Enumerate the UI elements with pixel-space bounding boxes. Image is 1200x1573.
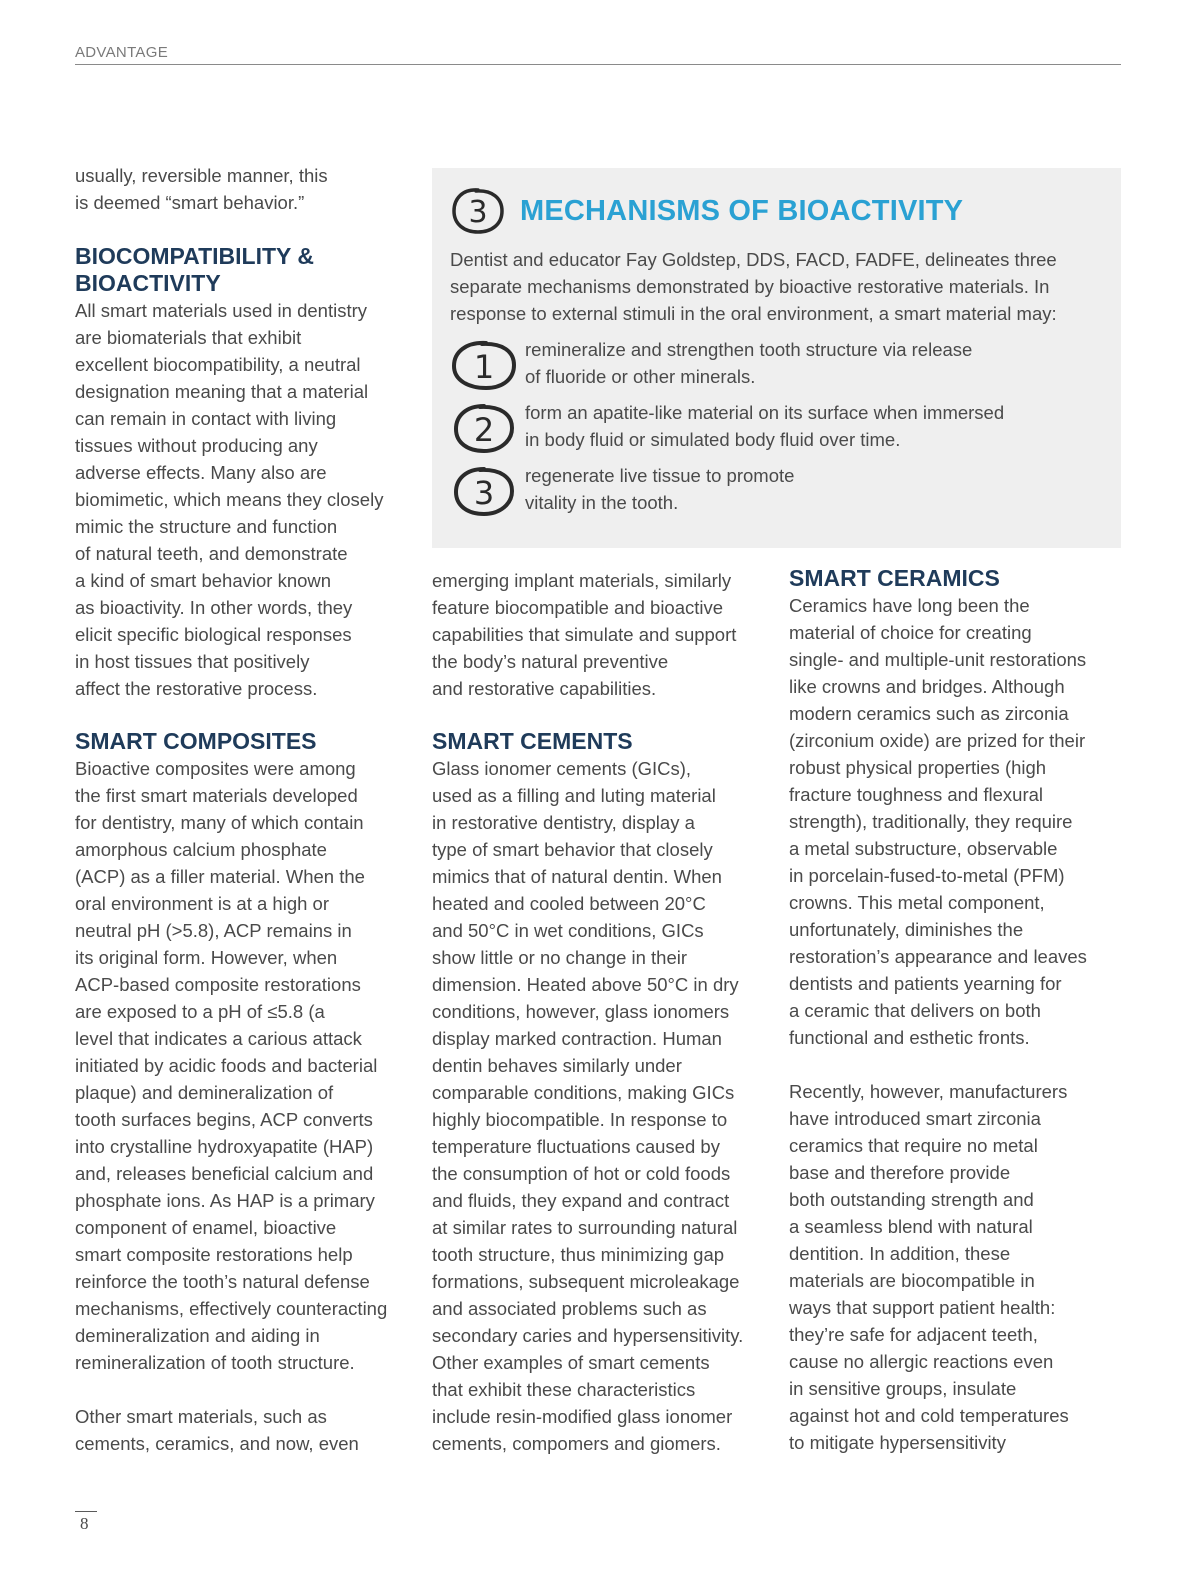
implant-continuation-paragraph — [432, 567, 767, 702]
mechanism-item-3 — [450, 462, 1045, 518]
recent-zirconia-paragraph — [789, 1078, 1124, 1456]
text-line: formations, subsequent microleakage — [432, 1271, 740, 1292]
text-line: excellent biocompatibility, a neutral — [75, 354, 361, 375]
text-line: restoration’s appearance and leaves — [789, 946, 1087, 967]
text-line: include resin-modified glass ionomer — [432, 1406, 733, 1427]
text-line: they’re safe for adjacent teeth, — [789, 1324, 1038, 1345]
text-line: into crystalline hydroxyapatite (HAP) — [75, 1136, 374, 1157]
mechanism-item-1 — [450, 336, 1045, 392]
text-line: dimension. Heated above 50°C in dry — [432, 974, 739, 995]
text-line: that exhibit these characteristics — [432, 1379, 696, 1400]
heading-smart-composites: SMART COMPOSITES — [75, 728, 317, 754]
text-line: in restorative dentistry, display a — [432, 812, 695, 833]
text-line: mechanisms, effectively counteracting — [75, 1298, 388, 1319]
page-number: 8 — [80, 1514, 89, 1533]
text-line: the consumption of hot or cold foods — [432, 1163, 731, 1184]
text-line: remineralization of tooth structure. — [75, 1352, 355, 1373]
mechanism-text — [525, 462, 1045, 516]
text-line: (zirconium oxide) are prized for their — [789, 730, 1086, 751]
text-line: and associated problems such as — [432, 1298, 707, 1319]
text-line: response to external stimuli in the oral environment, a smart material may: — [450, 303, 1057, 324]
circled-number-text: 3 — [468, 195, 488, 230]
header-rule — [75, 64, 1121, 65]
text-line: of fluoride or other minerals. — [525, 366, 756, 387]
text-line: conditions, however, glass ionomers — [432, 1001, 730, 1022]
text-line: dentition. In addition, these — [789, 1243, 1011, 1264]
text-line: a ceramic that delivers on both — [789, 1000, 1041, 1021]
text-line: its original form. However, when — [75, 947, 338, 968]
mechanism-text — [525, 336, 1045, 390]
footer-rule — [75, 1511, 97, 1512]
box-title-row — [450, 186, 963, 236]
text-line: used as a filling and luting material — [432, 785, 716, 806]
text-line: can remain in contact with living — [75, 408, 337, 429]
text-line: ACP-based composite restorations — [75, 974, 361, 995]
section-label: ADVANTAGE — [75, 44, 168, 61]
text-line: as bioactivity. In other words, they — [75, 597, 353, 618]
heading-line: BIOCOMPATIBILITY & — [75, 243, 314, 269]
text-line: functional and esthetic fronts. — [789, 1027, 1030, 1048]
text-line: are exposed to a pH of ≤5.8 (a — [75, 1001, 325, 1022]
mechanism-text — [525, 399, 1045, 453]
heading-smart-cements: SMART CEMENTS — [432, 728, 633, 754]
item-number-text: 2 — [473, 411, 495, 449]
intro-paragraph — [75, 162, 415, 216]
text-line: to mitigate hypersensitivity — [789, 1432, 1006, 1453]
text-line: robust physical properties (high — [789, 757, 1047, 778]
text-line: both outstanding strength and — [789, 1189, 1034, 1210]
text-line: usually, reversible manner, this — [75, 165, 328, 186]
text-line: initiated by acidic foods and bacterial — [75, 1055, 378, 1076]
text-line: biomimetic, which means they closely — [75, 489, 384, 510]
text-line: and, releases beneficial calcium and — [75, 1163, 374, 1184]
text-line: base and therefore provide — [789, 1162, 1011, 1183]
item-number-text: 1 — [473, 348, 495, 386]
text-line: Ceramics have long been the — [789, 595, 1030, 616]
circled-number-1-icon — [450, 338, 518, 392]
text-line: demineralization and aiding in — [75, 1325, 320, 1346]
column-right — [789, 565, 1124, 1456]
text-line: tissues without producing any — [75, 435, 318, 456]
text-line: feature biocompatible and bioactive — [432, 597, 724, 618]
text-line: tooth structure, thus minimizing gap — [432, 1244, 725, 1265]
box-intro — [450, 246, 1110, 327]
text-line: tooth surfaces begins, ACP converts — [75, 1109, 373, 1130]
text-line: phosphate ions. As HAP is a primary — [75, 1190, 375, 1211]
text-line: of natural teeth, and demonstrate — [75, 543, 348, 564]
text-line: elicit specific biological responses — [75, 624, 352, 645]
text-line: separate mechanisms demonstrated by bioactive restorative materials. In — [450, 276, 1050, 297]
text-line: ceramics that require no metal — [789, 1135, 1038, 1156]
mechanism-item-2 — [450, 399, 1045, 455]
text-line: level that indicates a carious attack — [75, 1028, 362, 1049]
column-left — [75, 162, 415, 1457]
text-line: a seamless blend with natural — [789, 1216, 1033, 1237]
text-line: single- and multiple-unit restorations — [789, 649, 1087, 670]
text-line: at similar rates to surrounding natural — [432, 1217, 738, 1238]
text-line: in host tissues that positively — [75, 651, 310, 672]
text-line: a metal substructure, observable — [789, 838, 1058, 859]
text-line: ways that support patient health: — [789, 1297, 1056, 1318]
text-line: temperature fluctuations caused by — [432, 1136, 720, 1157]
composites-paragraph — [75, 755, 415, 1376]
text-line: highly biocompatible. In response to — [432, 1109, 728, 1130]
text-line: All smart materials used in dentistry — [75, 300, 367, 321]
text-line: cements, ceramics, and now, even — [75, 1433, 359, 1454]
heading-biocompatibility — [75, 243, 415, 297]
text-line: type of smart behavior that closely — [432, 839, 713, 860]
text-line: vitality in the tooth. — [525, 492, 679, 513]
text-line: oral environment is at a high or — [75, 893, 329, 914]
text-line: heated and cooled between 20°C — [432, 893, 706, 914]
text-line: in body fluid or simulated body fluid over time. — [525, 429, 901, 450]
text-line: mimic the structure and function — [75, 516, 338, 537]
ceramics-paragraph — [789, 592, 1124, 1051]
text-line: smart composite restorations help — [75, 1244, 353, 1265]
text-line: secondary caries and hypersensitivity. — [432, 1325, 744, 1346]
text-line: and 50°C in wet conditions, GICs — [432, 920, 704, 941]
circled-number-3-icon — [450, 464, 518, 518]
text-line: regenerate live tissue to promote — [525, 465, 795, 486]
text-line: and fluids, they expand and contract — [432, 1190, 730, 1211]
text-line: have introduced smart zirconia — [789, 1108, 1041, 1129]
mechanisms-box — [432, 168, 1121, 548]
heading-line: BIOACTIVITY — [75, 270, 221, 296]
circled-number-3-icon — [450, 186, 506, 236]
other-materials-paragraph — [75, 1403, 415, 1457]
text-line: Other smart materials, such as — [75, 1406, 327, 1427]
item-number-text: 3 — [473, 474, 495, 512]
text-line: form an apatite-like material on its surface when immersed — [525, 402, 1005, 423]
text-line: the first smart materials developed — [75, 785, 358, 806]
text-line: materials are biocompatible in — [789, 1270, 1035, 1291]
text-line: (ACP) as a filler material. When the — [75, 866, 365, 887]
text-line: plaque) and demineralization of — [75, 1082, 334, 1103]
text-line: a kind of smart behavior known — [75, 570, 332, 591]
text-line: material of choice for creating — [789, 622, 1032, 643]
text-line: mimics that of natural dentin. When — [432, 866, 722, 887]
text-line: like crowns and bridges. Although — [789, 676, 1065, 697]
text-line: in sensitive groups, insulate — [789, 1378, 1017, 1399]
text-line: show little or no change in their — [432, 947, 688, 968]
text-line: and restorative capabilities. — [432, 678, 657, 699]
column-middle — [432, 567, 767, 1457]
box-title: MECHANISMS OF BIOACTIVITY — [520, 194, 964, 227]
text-line: against hot and cold temperatures — [789, 1405, 1069, 1426]
text-line: Glass ionomer cements (GICs), — [432, 758, 692, 779]
cements-paragraph — [432, 755, 767, 1457]
text-line: dentists and patients yearning for — [789, 973, 1062, 994]
text-line: amorphous calcium phosphate — [75, 839, 327, 860]
circled-number-2-icon — [450, 401, 518, 455]
biocompatibility-paragraph — [75, 297, 415, 702]
text-line: capabilities that simulate and support — [432, 624, 737, 645]
text-line: Other examples of smart cements — [432, 1352, 710, 1373]
text-line: Dentist and educator Fay Goldstep, DDS, FACD, FADFE, delineates three — [450, 249, 1057, 270]
text-line: the body’s natural preventive — [432, 651, 669, 672]
text-line: component of enamel, bioactive — [75, 1217, 337, 1238]
text-line: Bioactive composites were among — [75, 758, 356, 779]
text-line: modern ceramics such as zirconia — [789, 703, 1069, 724]
text-line: emerging implant materials, similarly — [432, 570, 732, 591]
text-line: dentin behaves similarly under — [432, 1055, 682, 1076]
text-line: crowns. This metal component, — [789, 892, 1045, 913]
text-line: fracture toughness and flexural — [789, 784, 1044, 805]
text-line: affect the restorative process. — [75, 678, 318, 699]
text-line: Recently, however, manufacturers — [789, 1081, 1068, 1102]
text-line: for dentistry, many of which contain — [75, 812, 364, 833]
text-line: is deemed “smart behavior.” — [75, 192, 305, 213]
text-line: strength), traditionally, they require — [789, 811, 1073, 832]
text-line: comparable conditions, making GICs — [432, 1082, 735, 1103]
text-line: remineralize and strengthen tooth structure via release — [525, 339, 973, 360]
text-line: display marked contraction. Human — [432, 1028, 722, 1049]
text-line: designation meaning that a material — [75, 381, 369, 402]
text-line: cements, compomers and giomers. — [432, 1433, 721, 1454]
text-line: adverse effects. Many also are — [75, 462, 327, 483]
text-line: are biomaterials that exhibit — [75, 327, 302, 348]
text-line: cause no allergic reactions even — [789, 1351, 1054, 1372]
text-line: in porcelain-fused-to-metal (PFM) — [789, 865, 1065, 886]
text-line: unfortunately, diminishes the — [789, 919, 1024, 940]
text-line: neutral pH (>5.8), ACP remains in — [75, 920, 352, 941]
heading-smart-ceramics: SMART CERAMICS — [789, 565, 1000, 591]
text-line: reinforce the tooth’s natural defense — [75, 1271, 370, 1292]
